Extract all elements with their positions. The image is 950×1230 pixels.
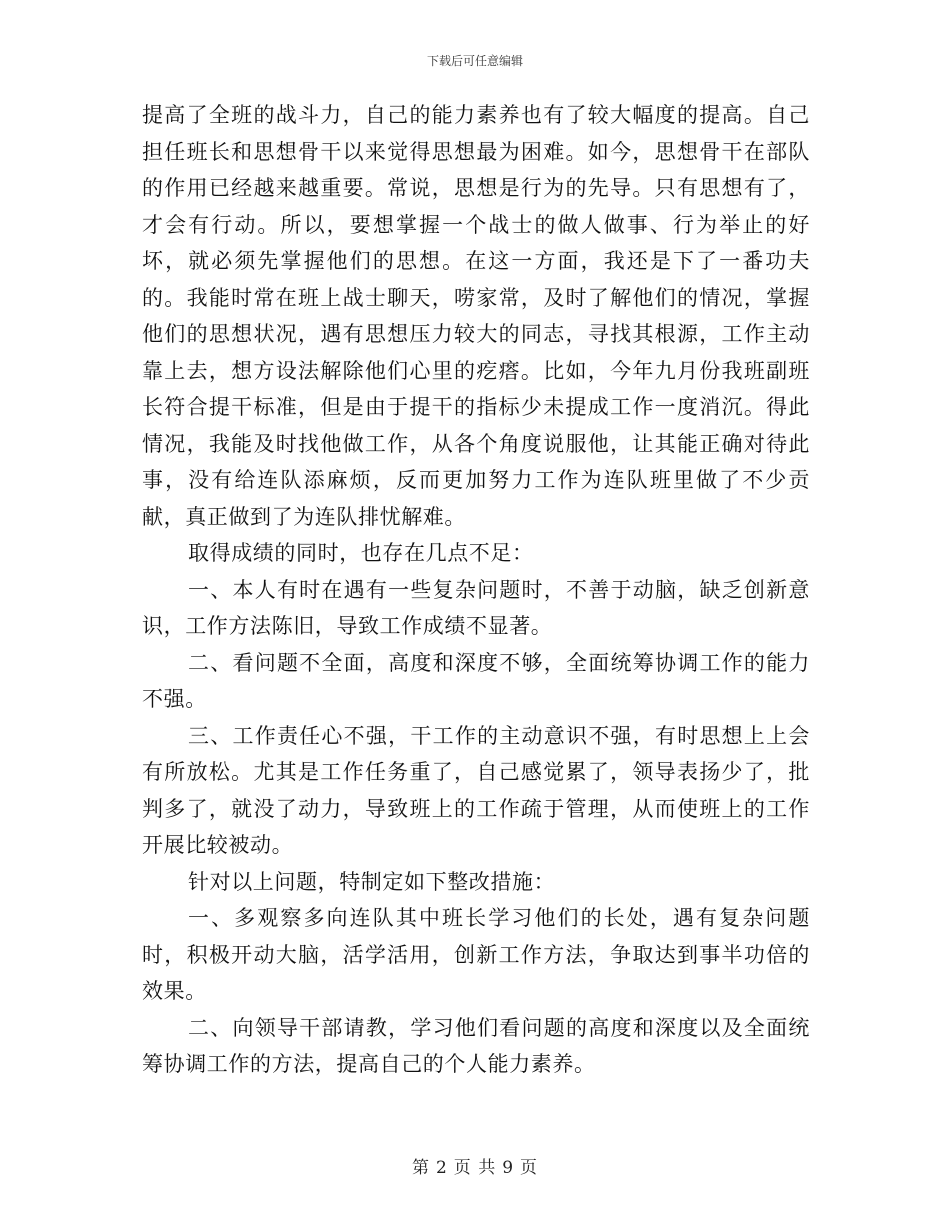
paragraph-measure-2: 二、向领导干部请教，学习他们看问题的高度和深度以及全面统筹协调工作的方法，提高自己的个人能力素养。 [142, 1015, 810, 1076]
document-body [142, 97, 810, 1083]
paragraph-measure-1: 一、多观察多向连队其中班长学习他们的长处，遇有复杂问题时，积极开动大脑，活学活用，创新工作方法，争取达到事半功倍的效果。 [142, 906, 810, 1003]
page-current: 2 [435, 1158, 448, 1178]
paragraph-continuation: 提高了全班的战斗力，自己的能力素养也有了较大幅度的提高。自己担任班长和思想骨干以来觉得思想最为困难。如今，思想骨干在部队的作用已经越来越重要。常说，思想是行为的先导。只有思想有了，才会有行动。所以，要想掌握一个战士的做人做事、行为举止的好坏，就必须先掌握他们的思想。在这一方面，我还是下了一番功夫的。我能时常在班上战士聊天，唠家常，及时了解他们的情况，掌握他们的思想状况，遇有思想压力较大的同志，寻找其根源，工作主动靠上去，想方设法解除他们心里的疙瘩。比如，今年九月份我班副班长符合提干标准，但是由于提干的指标少未提成工作一度消沉。得此情况，我能及时找他做工作，从各个角度说服他，让其能正确对待此事，没有给连队添麻烦，反而更加努力工作为连队班里做了不少贡献，真正做到了为连队排忧解难。 [142, 103, 810, 529]
page-prefix: 第 [411, 1158, 430, 1178]
page-suffix: 页 [520, 1158, 539, 1178]
page-header-note: 下载后可任意编辑 [426, 54, 523, 68]
paragraph-measures-intro: 针对以上问题，特制定如下整改措施： [188, 869, 556, 894]
paragraph-shortcoming-2: 二、看问题不全面，高度和深度不够，全面统筹协调工作的能力不强。 [142, 650, 810, 711]
page-mid: 页 共 [453, 1158, 497, 1178]
paragraph-shortcomings-intro: 取得成绩的同时，也存在几点不足： [188, 541, 534, 565]
paragraph-shortcoming-3: 三、工作责任心不强，干工作的主动意识不强，有时思想上上会有所放松。尤其是工作任务重了，自己感觉累了，领导表扬少了，批判多了，就没了动力，导致班上的工作疏于管理，从而使班上的工作开展比较被动。 [142, 723, 810, 857]
page-number-footer [0, 1153, 950, 1178]
page-total: 9 [502, 1158, 515, 1178]
paragraph-shortcoming-1: 一、本人有时在遇有一些复杂问题时，不善于动脑，缺乏创新意识，工作方法陈旧，导致工作成绩不显著。 [142, 577, 810, 638]
